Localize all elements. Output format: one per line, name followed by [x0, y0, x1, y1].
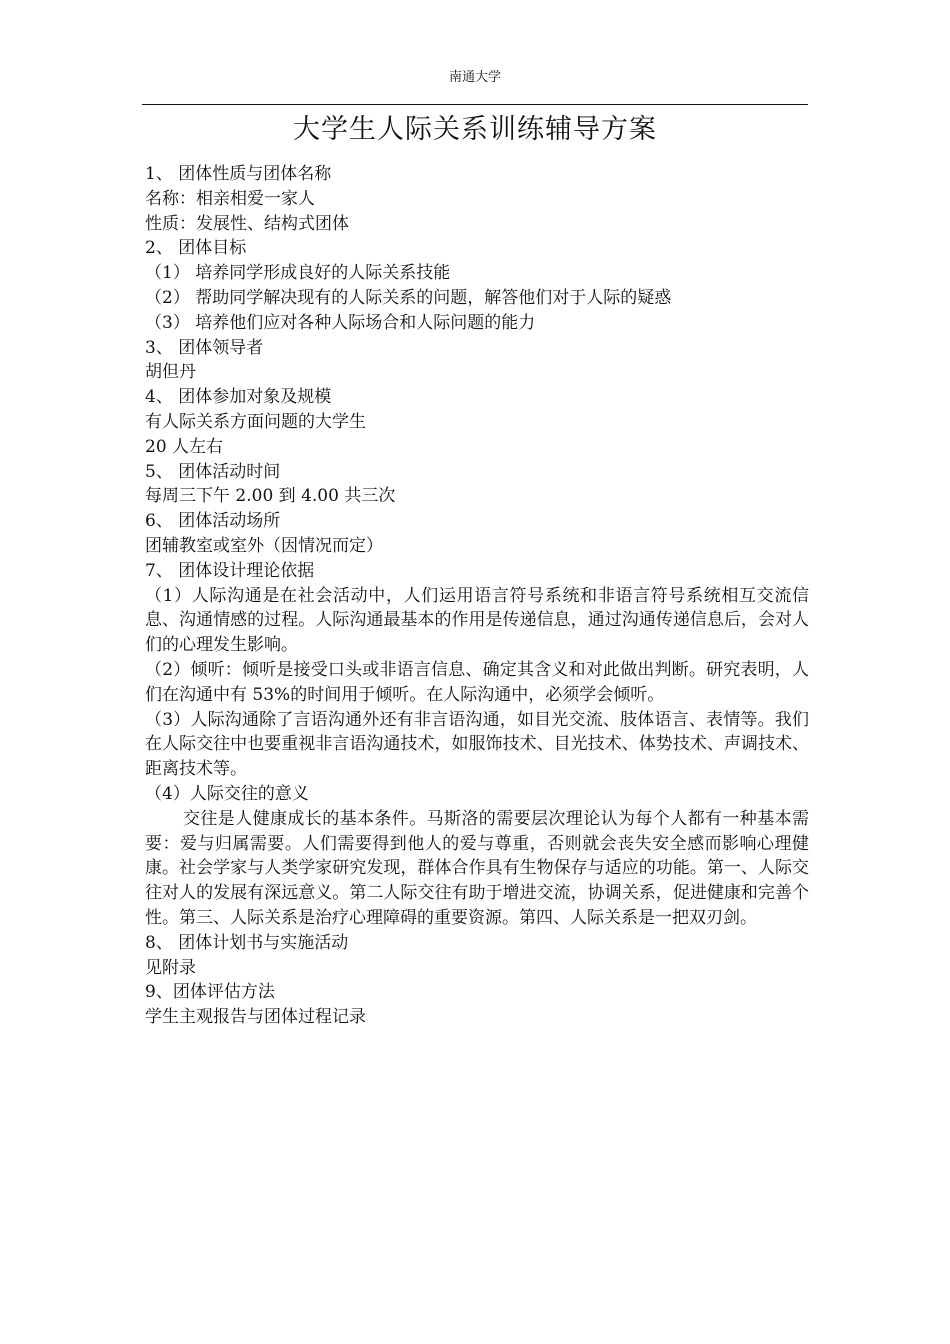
section-7-heading: 7、 团体设计理论依据	[145, 560, 315, 581]
section-4-heading: 4、 团体参加对象及规模	[145, 387, 332, 408]
section-1-heading: 1、 团体性质与团体名称	[145, 164, 332, 184]
document-title: 大学生人际关系训练辅导方案	[293, 114, 657, 145]
group-name: 名称：相亲相爱一家人	[145, 188, 315, 209]
evaluation-method: 学生主观报告与团体过程记录	[145, 1007, 366, 1028]
section-9-heading: 9、团体评估方法	[145, 982, 275, 1003]
section-3-heading: 3、 团体领导者	[145, 337, 264, 358]
goal-item: （3） 培养他们应对各种人际场合和人际问题的能力	[145, 312, 536, 333]
group-leader: 胡但丹	[145, 362, 196, 383]
section-6-heading: 6、 团体活动场所	[145, 511, 281, 532]
goal-item: （2） 帮助同学解决现有的人际关系的问题，解答他们对于人际的疑惑	[145, 287, 672, 308]
goal-item: （1） 培养同学形成良好的人际关系技能	[145, 263, 451, 284]
header-divider	[142, 104, 808, 105]
section-5-heading: 5、 团体活动时间	[145, 461, 281, 482]
theory-paragraph: （2）倾听：倾听是接受口头或非语言信息、确定其含义和对此做出判断。研究表明，人们在沟通中有 53%的时间用于倾听。在人际沟通中，必须学会倾听。	[145, 659, 809, 705]
group-size: 20 人左右	[145, 436, 224, 457]
section-8-heading: 8、 团体计划书与实施活动	[145, 932, 349, 953]
activity-time: 每周三下午 2.00 到 4.00 共三次	[145, 486, 396, 507]
document-body	[145, 162, 809, 1030]
plan-reference: 见附录	[145, 957, 196, 978]
theory-paragraph: 交往是人健康成长的基本条件。马斯洛的需要层次理论认为每个人都有一种基本需要：爱与归属需要。人们需要得到他人的爱与尊重，否则就会丧失安全感而影响心理健康。社会学家与人类学家研究发现，群体合作具有生物保存与适应的功能。第一、人际交往对人的发展有深远意义。第二人际交往有助于增进交流，协调关系，促进健康和完善个性。第三、人际关系是治疗心理障碍的重要资源。第四、人际关系是一把双刃剑。	[145, 808, 809, 928]
theory-paragraph: （3）人际沟通除了言语沟通外还有非言语沟通，如目光交流、肢体语言、表情等。我们在人际交往中也要重视非言语沟通技术，如服饰技术、目光技术、体势技术、声调技术、距离技术等。	[145, 709, 809, 780]
activity-place: 团辅教室或室外（因情况而定）	[145, 535, 383, 556]
section-2-heading: 2、 团体目标	[145, 238, 247, 259]
group-nature: 性质：发展性、结构式团体	[145, 213, 349, 234]
page-header: 南通大学	[448, 70, 501, 85]
participant-target: 有人际关系方面问题的大学生	[145, 411, 366, 432]
theory-paragraph: （1）人际沟通是在社会活动中，人们运用语言符号系统和非语言符号系统相互交流信息、沟通情感的过程。人际沟通最基本的作用是传递信息，通过沟通传递信息后，会对人们的心理发生影响。	[145, 585, 809, 656]
theory-subheading: （4）人际交往的意义	[145, 783, 309, 804]
